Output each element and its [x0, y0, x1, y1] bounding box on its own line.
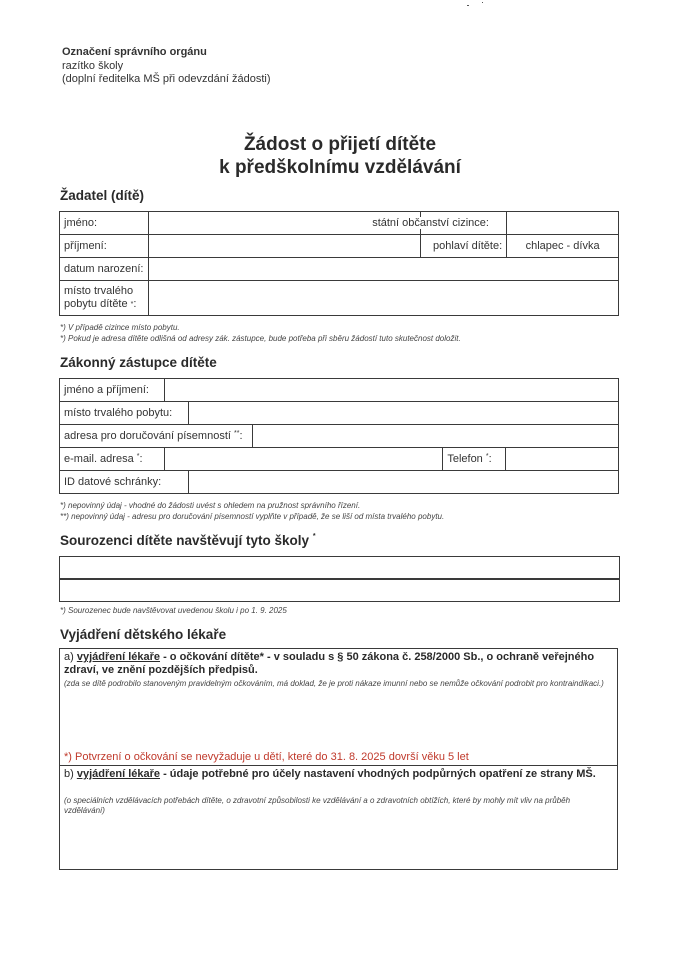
guardian-note-2: **) nepovinný údaj - adresu pro doručování písemností vyplňte v případě, že se liší od místa trvalého pobytu. [60, 512, 445, 521]
applicant-heading: Žadatel (dítě) [60, 188, 145, 203]
email-footnote-mark: * [136, 453, 140, 460]
scan-speck [482, 2, 483, 3]
document-title [0, 133, 680, 179]
name-label: jméno: [60, 212, 149, 235]
phone-label [443, 448, 506, 471]
authority-block [62, 46, 271, 87]
applicant-note-2: *) Pokud je adresa dítěte odlišná od adresy zák. zástupce, bude potřeba při sběru žádostí tuto skutečnost doložit. [60, 334, 461, 343]
guardian-notes [60, 500, 444, 522]
citizenship-field[interactable] [507, 212, 619, 235]
guardian-note-1: *) nepovinný údaj - vhodné do žádosti uvést s ohledem na pružnost správního řízení. [60, 501, 361, 510]
email-colon: : [139, 453, 143, 465]
gender-label: pohlaví dítěte: [421, 235, 507, 258]
delivery-colon: : [239, 430, 243, 442]
delivery-label [60, 425, 253, 448]
email-field[interactable] [164, 448, 442, 471]
guardian-row-residence [60, 402, 619, 425]
guardian-row-fullname [60, 379, 619, 402]
authority-instruction: (doplní ředitelka MŠ při odevzdání žádosti) [62, 73, 271, 85]
authority-title: Označení správního orgánu [62, 46, 207, 58]
siblings-note: *) Sourozenec bude navštěvovat uvedenou školu i po 1. 9. 2025 [60, 606, 287, 615]
applicant-notes [60, 322, 461, 344]
databox-field[interactable] [188, 471, 618, 494]
applicant-table [59, 211, 619, 316]
applicant-row-surname [60, 235, 619, 258]
gender-value[interactable]: chlapec - dívka [507, 235, 619, 258]
doctor-a-link[interactable]: vyjádření lékaře [76, 651, 161, 663]
siblings-heading-text: Sourozenci dítěte navštěvují tyto školy [60, 533, 310, 548]
fullname-label: jméno a příjmení: [60, 379, 165, 402]
guardian-residence-field[interactable] [188, 402, 618, 425]
siblings-footnote-mark: * [312, 533, 316, 540]
email-label-text: e-mail. adresa [64, 453, 134, 465]
delivery-field[interactable] [252, 425, 618, 448]
birthdate-field[interactable] [148, 258, 618, 281]
guardian-row-databox [60, 471, 619, 494]
doctor-a-text [64, 651, 612, 677]
residence-field[interactable] [148, 281, 618, 316]
fullname-field[interactable] [164, 379, 618, 402]
surname-field[interactable] [148, 235, 420, 258]
applicant-note-1: *) V případě cizince místo pobytu. [60, 323, 180, 332]
guardian-residence-label: místo trvalého pobytu: [60, 402, 189, 425]
doctor-section-divider [59, 765, 618, 766]
doctor-b-prefix: b) [64, 768, 74, 780]
residence-label-line-2: pobytu dítěte [64, 298, 128, 310]
doctor-a-note: (zda se dítě podrobilo stanoveným pravidelným očkováním, má doklad, že je proti nákaze imunní nebo se nemůže očkování podrobit pro kontraindikaci.) [64, 679, 604, 688]
title-line-1: Žádost o přijetí dítěte [243, 134, 437, 155]
birthdate-label: datum narození: [60, 258, 149, 281]
doctor-a-prefix: a) [64, 651, 74, 663]
doctor-b-link[interactable]: vyjádření lékaře [76, 768, 161, 780]
siblings-field-1[interactable] [59, 556, 620, 580]
guardian-row-delivery [60, 425, 619, 448]
siblings-field-2[interactable] [59, 578, 620, 602]
applicant-row-name [60, 212, 619, 235]
residence-footnote-mark: * [130, 301, 134, 308]
doctor-b-body: - údaje potřebné pro účely nastavení vhodných podpůrných opatření ze strany MŠ. [163, 768, 596, 780]
vaccination-exemption-note: *) Potvrzení o očkování se nevyžaduje u dětí, které do 31. 8. 2025 dovrší věku 5 let [64, 751, 469, 763]
siblings-heading [60, 533, 316, 548]
guardian-table [59, 378, 619, 494]
residence-label [60, 281, 149, 316]
doctor-heading: Vyjádření dětského lékaře [60, 627, 227, 642]
residence-colon: : [133, 298, 137, 310]
authority-stamp-label: razítko školy [62, 59, 124, 72]
citizenship-label-cell [372, 212, 507, 235]
doctor-b-note: (o speciálních vzdělávacích potřebách dítěte, o zdravotní způsobilosti ke vzdělávání a o zdravotních obtížích, které by mohly mít vliv na průběh vzdělávání) [64, 796, 571, 815]
surname-label: příjmení: [60, 235, 149, 258]
databox-label: ID datové schránky: [60, 471, 189, 494]
delivery-footnote-mark: ** [234, 430, 240, 437]
delivery-label-text: adresa pro doručování písemností [64, 430, 231, 442]
applicant-row-residence [60, 281, 619, 316]
phone-field[interactable] [506, 448, 619, 471]
doctor-a-body: - o očkování dítěte* - v souladu s § 50 zákona č. 258/2000 Sb., o ochraně veřejného zdraví, ve znění pozdějších předpisů. [64, 651, 595, 676]
phone-label-text: Telefon [447, 453, 483, 465]
phone-colon: : [488, 453, 492, 465]
guardian-row-contact [60, 448, 619, 471]
guardian-heading: Zákonný zástupce dítěte [60, 355, 217, 370]
email-label [60, 448, 165, 471]
applicant-row-birthdate [60, 258, 619, 281]
title-line-2: k předškolnímu vzdělávání [219, 157, 461, 178]
doctor-b-text [64, 768, 612, 781]
phone-footnote-mark: * [485, 453, 489, 460]
residence-label-line-1: místo trvalého [64, 285, 134, 297]
scan-speck [467, 5, 469, 6]
citizenship-label: státní občanství cizince: [369, 217, 492, 229]
